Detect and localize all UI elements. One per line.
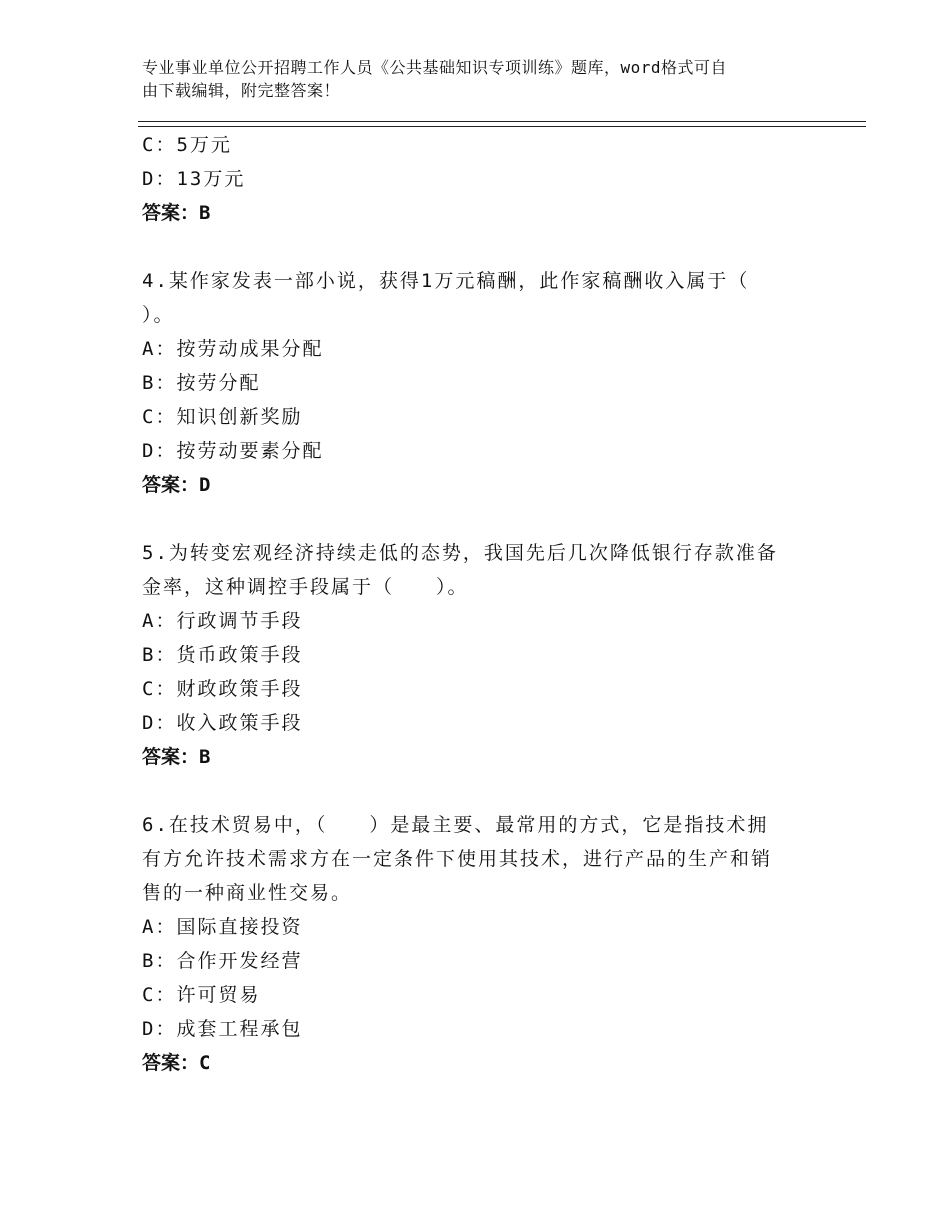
question-4 (142, 264, 802, 502)
option-c: C：财政政策手段 (142, 678, 303, 700)
option-d: D：收入政策手段 (142, 712, 303, 734)
page-header (142, 56, 802, 102)
spacer (142, 774, 802, 808)
question-stem: 5.为转变宏观经济持续走低的态势，我国先后几次降低银行存款准备 (142, 542, 778, 564)
answer-line: 答案：C (142, 1052, 211, 1074)
question-stem: 金率，这种调控手段属于（ ）。 (142, 576, 469, 598)
answer-line: 答案：D (142, 474, 211, 496)
question-stem: 有方允许技术需求方在一定条件下使用其技术，进行产品的生产和销 (142, 848, 773, 870)
question-6 (142, 808, 802, 1080)
option-d: D：13万元 (142, 168, 246, 190)
question-3-continuation (142, 128, 802, 230)
spacer (142, 230, 802, 264)
header-text-line-1: 专业事业单位公开招聘工作人员《公共基础知识专项训练》题库，word格式可自 (142, 58, 728, 77)
spacer (142, 502, 802, 536)
option-a: A：国际直接投资 (142, 916, 303, 938)
answer-line: 答案：B (142, 202, 211, 224)
document-body (142, 128, 802, 1080)
option-c: C：许可贸易 (142, 984, 261, 1006)
option-b: B：货币政策手段 (142, 644, 303, 666)
option-c: C：5万元 (142, 134, 232, 156)
question-stem: 售的一种商业性交易。 (142, 882, 353, 904)
question-stem: 4.某作家发表一部小说，获得1万元稿酬，此作家稿酬收入属于（ (142, 270, 750, 292)
option-d: D：成套工程承包 (142, 1018, 303, 1040)
question-stem: 6.在技术贸易中，（ ）是最主要、最常用的方式，它是指技术拥 (142, 814, 769, 836)
option-c: C：知识创新奖励 (142, 406, 303, 428)
answer-line: 答案：B (142, 746, 211, 768)
option-b: B：合作开发经营 (142, 950, 303, 972)
header-divider (138, 121, 866, 127)
option-d: D：按劳动要素分配 (142, 440, 324, 462)
question-stem: ）。 (142, 304, 175, 326)
question-5 (142, 536, 802, 774)
header-text-line-2: 由下载编辑，附完整答案！ (142, 81, 341, 100)
option-a: A：行政调节手段 (142, 610, 303, 632)
option-b: B：按劳分配 (142, 372, 261, 394)
option-a: A：按劳动成果分配 (142, 338, 324, 360)
